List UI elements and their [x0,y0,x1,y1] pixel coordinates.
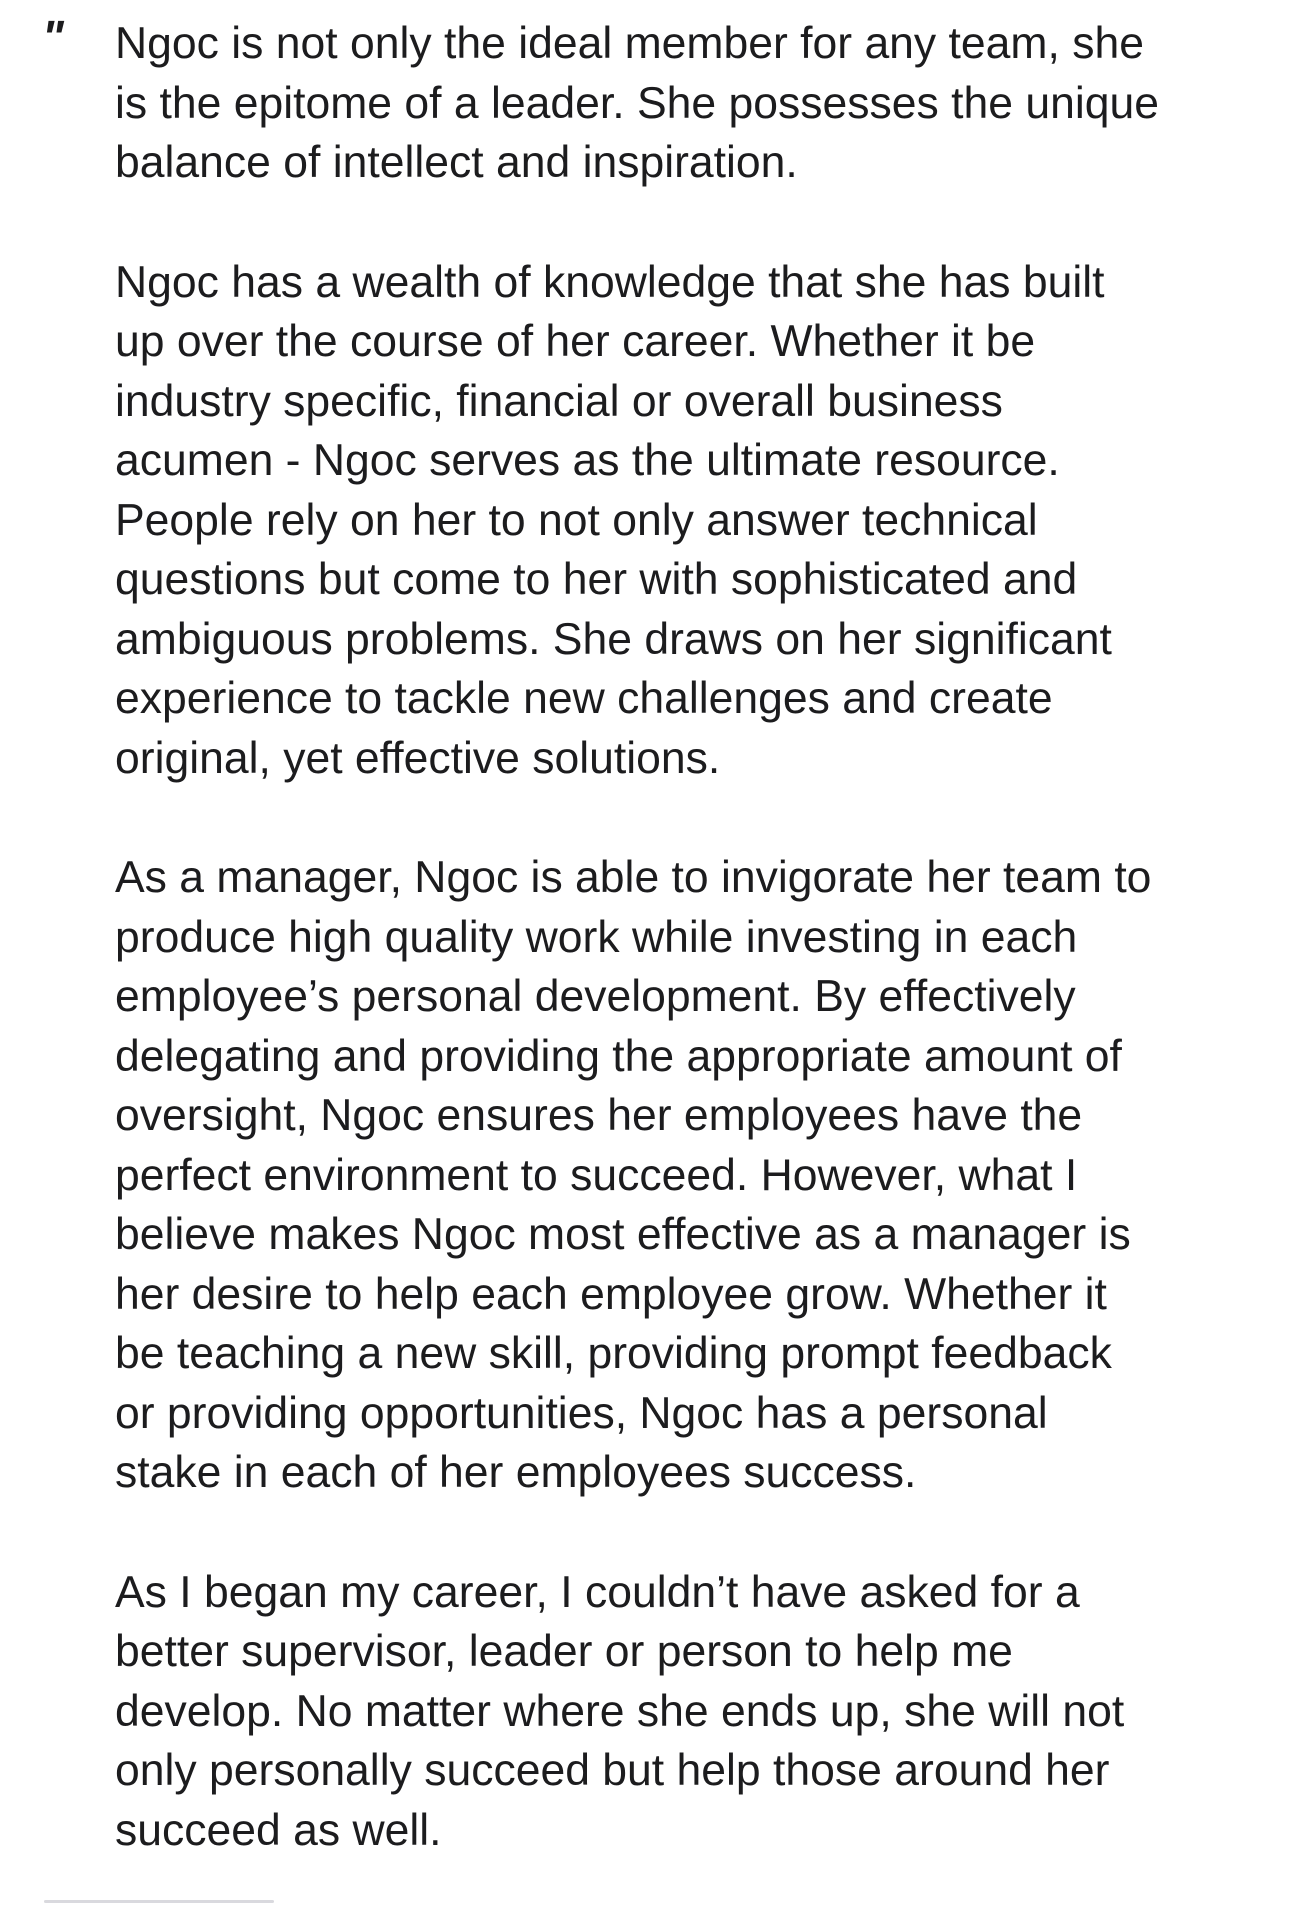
text-line: People rely on her to not only answer technical [115,495,1038,545]
text-line: be teaching a new skill, providing prompt feedback [115,1329,1112,1378]
text-line: acumen - Ngoc serves as the ultimate resource. [115,436,1060,485]
text-line: balance of intellect and inspiration. [115,138,798,187]
text-line: is the epitome of a leader. She possesses the unique [115,78,1159,128]
text-line: or providing opportunities, Ngoc has a personal [115,1388,1048,1438]
text-line: believe makes Ngoc most effective as a manager is [115,1210,1131,1259]
text-line: succeed as well. [115,1805,442,1855]
text-line: stake in each of her employees success. [115,1448,917,1497]
text-line: As a manager, Ngoc is able to invigorate her team to [115,853,1152,902]
text-line: produce high quality work while investing in each [115,912,1078,962]
text-line: As I began my career, I couldn’t have asked for a [115,1567,1080,1617]
text-line: up over the course of her career. Whether it be [115,317,1036,366]
recommendation-text [115,14,1295,1920]
text-line: her desire to help each employee grow. Whether it [115,1269,1107,1319]
text-line: delegating and providing the appropriate amount of [115,1031,1122,1081]
text-line: only personally succeed but help those around her [115,1746,1110,1795]
paragraph [115,14,1295,193]
paragraph [115,1563,1295,1861]
text-line: experience to tackle new challenges and create [115,674,1053,723]
paragraph [115,253,1295,789]
text-line: employee’s personal development. By effectively [115,972,1076,1021]
text-line: oversight, Ngoc ensures her employees have the [115,1091,1083,1140]
text-line: Ngoc has a wealth of knowledge that she has built [115,257,1105,307]
text-line: questions but come to her with sophisticated and [115,555,1078,604]
text-line: better supervisor, leader or person to help me [115,1627,1013,1676]
text-line: Ngoc is not only the ideal member for any team, she [115,19,1144,68]
quote-mark-icon: " [42,11,62,63]
text-line: develop. No matter where she ends up, she will not [115,1686,1125,1736]
bottom-divider [44,1900,274,1903]
text-line: perfect environment to succeed. However, what I [115,1150,1078,1200]
text-line: original, yet effective solutions. [115,733,721,783]
text-line: ambiguous problems. She draws on her significant [115,614,1112,664]
text-line: industry specific, financial or overall business [115,376,1003,426]
paragraph [115,848,1295,1503]
